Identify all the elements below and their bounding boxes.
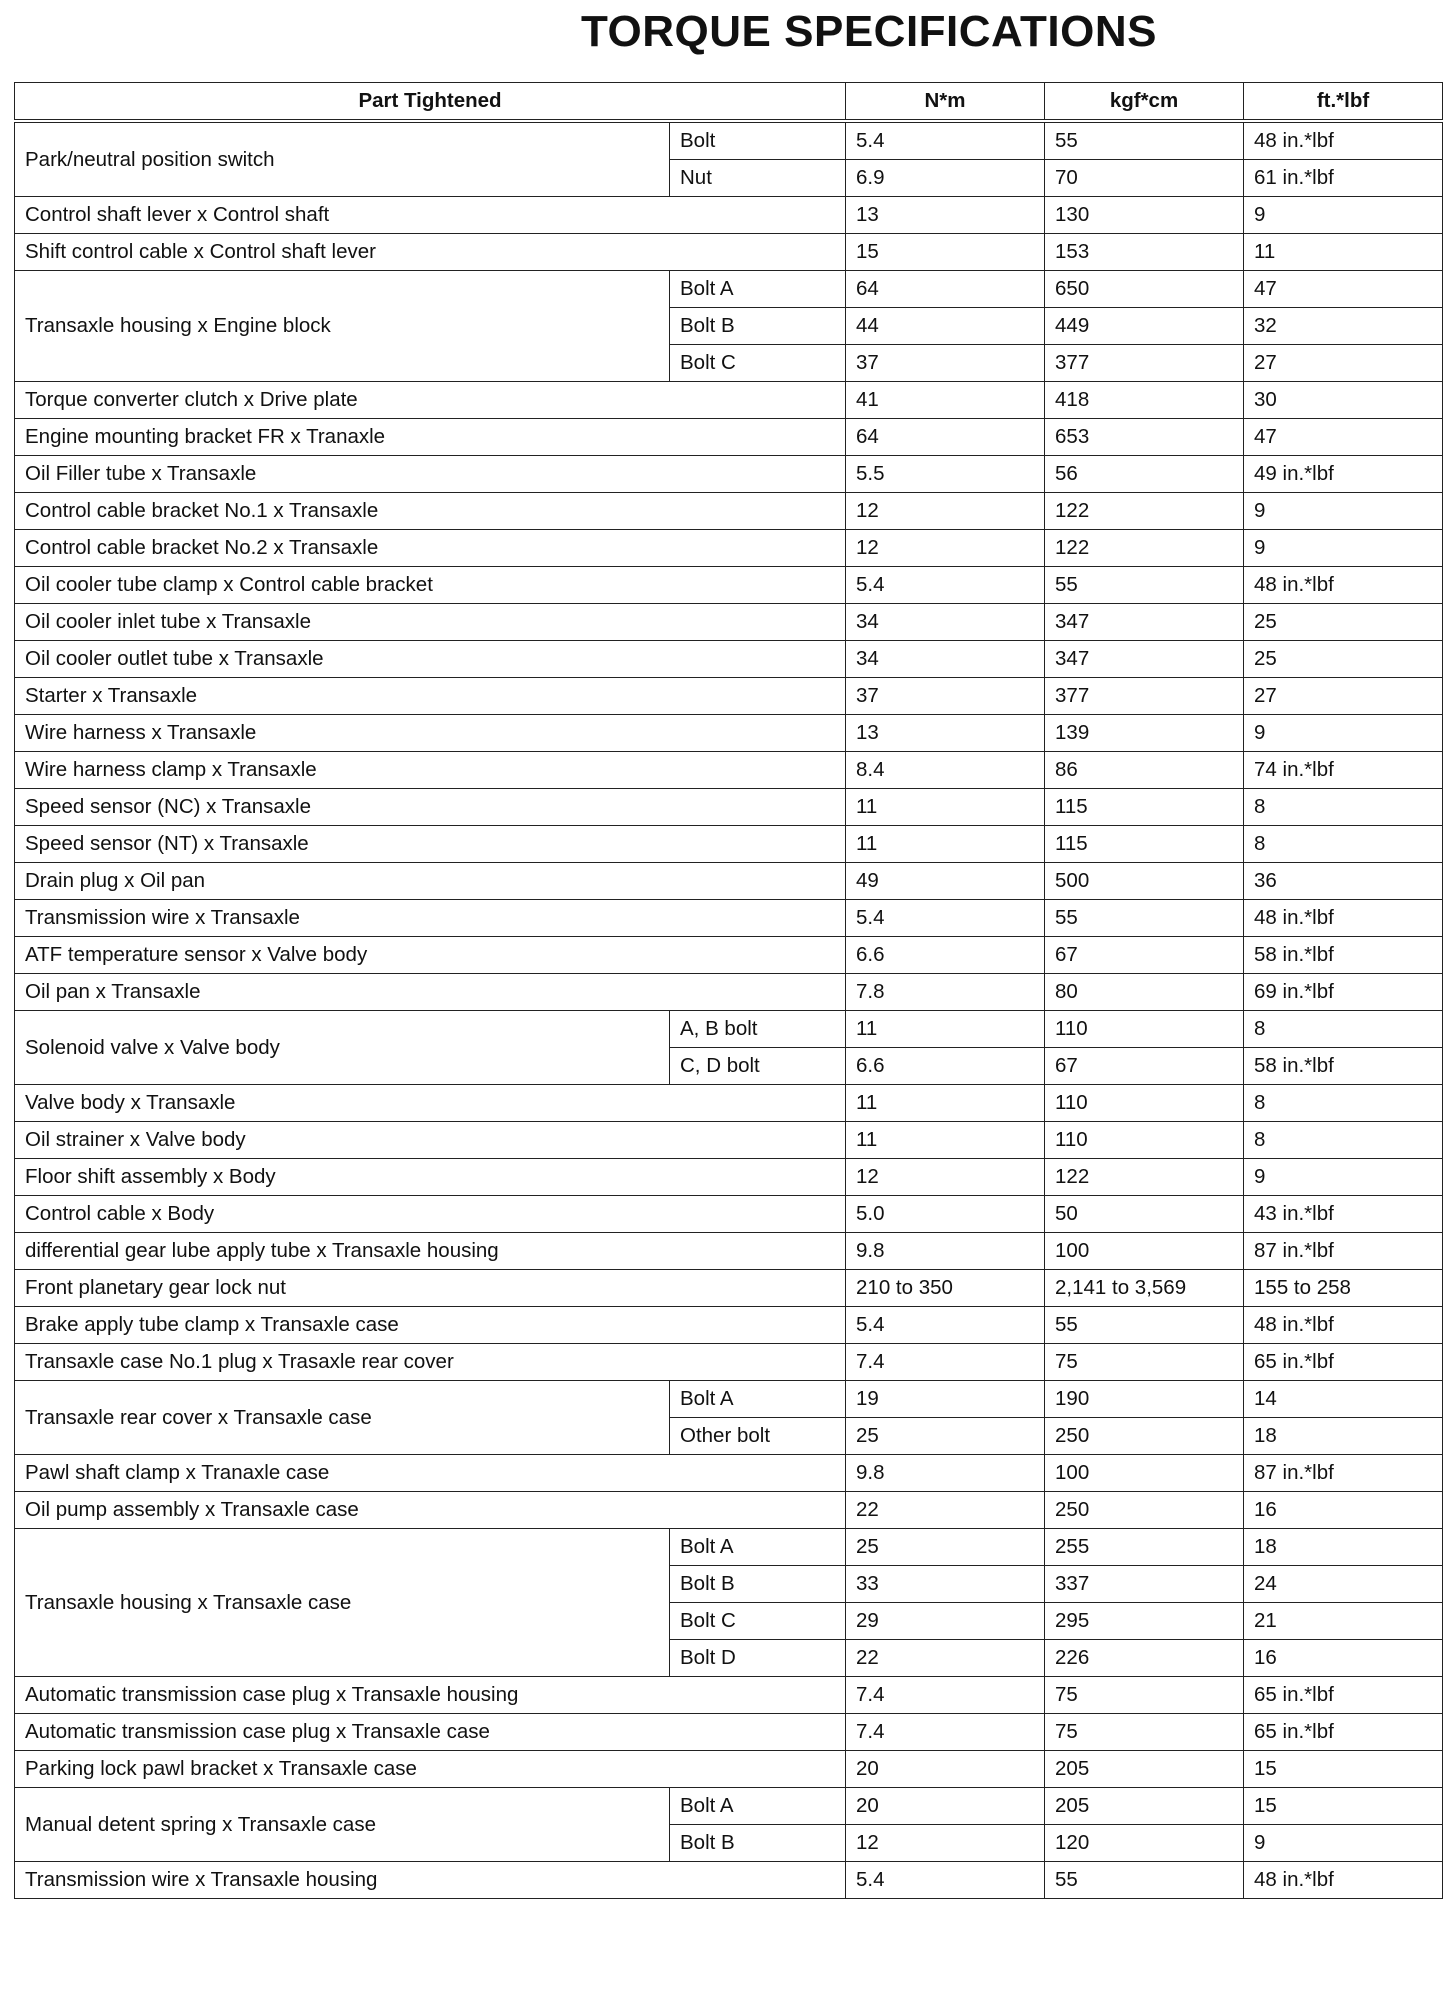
part-tightened-cell: Speed sensor (NC) x Transaxle [15,789,846,826]
nm-cell: 41 [846,382,1045,419]
part-tightened-cell: Automatic transmission case plug x Transaxle case [15,1714,846,1751]
part-tightened-cell: Transaxle rear cover x Transaxle case [15,1381,670,1455]
kgfcm-cell: 295 [1045,1603,1244,1640]
table-row [15,863,1443,900]
kgfcm-cell: 110 [1045,1122,1244,1159]
ftlbf-cell: 25 [1244,641,1443,678]
kgfcm-cell: 650 [1045,271,1244,308]
part-tightened-cell: Engine mounting bracket FR x Tranaxle [15,419,846,456]
ftlbf-cell: 155 to 258 [1244,1270,1443,1307]
fastener-cell: Nut [670,160,846,197]
nm-cell: 5.4 [846,1307,1045,1344]
table-row [15,271,1443,308]
nm-cell: 7.4 [846,1714,1045,1751]
part-tightened-cell: Speed sensor (NT) x Transaxle [15,826,846,863]
nm-cell: 11 [846,1085,1045,1122]
table-header [15,83,1443,122]
kgfcm-cell: 80 [1045,974,1244,1011]
ftlbf-cell: 8 [1244,826,1443,863]
ftlbf-cell: 15 [1244,1751,1443,1788]
ftlbf-cell: 32 [1244,308,1443,345]
kgfcm-cell: 653 [1045,419,1244,456]
nm-cell: 37 [846,345,1045,382]
nm-cell: 9.8 [846,1233,1045,1270]
table-row [15,752,1443,789]
table-row [15,1011,1443,1048]
part-tightened-cell: Front planetary gear lock nut [15,1270,846,1307]
table-row [15,234,1443,271]
fastener-cell: C, D bolt [670,1048,846,1085]
kgfcm-cell: 110 [1045,1011,1244,1048]
nm-cell: 5.4 [846,567,1045,604]
kgfcm-cell: 56 [1045,456,1244,493]
fastener-cell: Bolt A [670,271,846,308]
nm-cell: 20 [846,1751,1045,1788]
part-tightened-cell: Manual detent spring x Transaxle case [15,1788,670,1862]
kgfcm-cell: 255 [1045,1529,1244,1566]
kgfcm-cell: 55 [1045,1307,1244,1344]
nm-cell: 11 [846,789,1045,826]
ftlbf-cell: 36 [1244,863,1443,900]
kgfcm-cell: 55 [1045,1862,1244,1899]
kgfcm-cell: 70 [1045,160,1244,197]
nm-cell: 5.4 [846,121,1045,160]
nm-cell: 22 [846,1640,1045,1677]
table-row [15,197,1443,234]
kgfcm-cell: 153 [1045,234,1244,271]
part-tightened-cell: Oil cooler tube clamp x Control cable bracket [15,567,846,604]
nm-cell: 6.9 [846,160,1045,197]
kgfcm-cell: 67 [1045,1048,1244,1085]
ftlbf-cell: 48 in.*lbf [1244,900,1443,937]
table-row [15,974,1443,1011]
kgfcm-cell: 75 [1045,1714,1244,1751]
ftlbf-cell: 9 [1244,1825,1443,1862]
part-tightened-cell: Transmission wire x Transaxle housing [15,1862,846,1899]
part-tightened-cell: Control cable bracket No.1 x Transaxle [15,493,846,530]
table-row [15,456,1443,493]
kgfcm-cell: 86 [1045,752,1244,789]
nm-cell: 12 [846,530,1045,567]
nm-cell: 9.8 [846,1455,1045,1492]
ftlbf-cell: 65 in.*lbf [1244,1677,1443,1714]
nm-cell: 44 [846,308,1045,345]
table-row [15,789,1443,826]
kgfcm-cell: 55 [1045,900,1244,937]
ftlbf-cell: 48 in.*lbf [1244,1307,1443,1344]
nm-cell: 11 [846,1122,1045,1159]
ftlbf-cell: 43 in.*lbf [1244,1196,1443,1233]
kgfcm-cell: 122 [1045,493,1244,530]
table-row [15,1862,1443,1899]
fastener-cell: Bolt A [670,1529,846,1566]
nm-cell: 29 [846,1603,1045,1640]
table-row [15,121,1443,160]
table-row [15,1196,1443,1233]
table-row [15,715,1443,752]
nm-cell: 25 [846,1529,1045,1566]
part-tightened-cell: Wire harness x Transaxle [15,715,846,752]
fastener-cell: A, B bolt [670,1011,846,1048]
ftlbf-cell: 69 in.*lbf [1244,974,1443,1011]
torque-spec-table [14,82,1443,1899]
kgfcm-cell: 347 [1045,604,1244,641]
table-row [15,493,1443,530]
table-row [15,678,1443,715]
nm-cell: 6.6 [846,937,1045,974]
header-part-tightened: Part Tightened [15,83,846,122]
table-row [15,900,1443,937]
part-tightened-cell: Control cable x Body [15,1196,846,1233]
nm-cell: 19 [846,1381,1045,1418]
fastener-cell: Bolt [670,121,846,160]
kgfcm-cell: 122 [1045,1159,1244,1196]
nm-cell: 5.4 [846,900,1045,937]
nm-cell: 64 [846,271,1045,308]
kgfcm-cell: 50 [1045,1196,1244,1233]
ftlbf-cell: 87 in.*lbf [1244,1455,1443,1492]
part-tightened-cell: Brake apply tube clamp x Transaxle case [15,1307,846,1344]
part-tightened-cell: Transaxle housing x Engine block [15,271,670,382]
kgfcm-cell: 500 [1045,863,1244,900]
nm-cell: 49 [846,863,1045,900]
kgfcm-cell: 337 [1045,1566,1244,1603]
part-tightened-cell: Control shaft lever x Control shaft [15,197,846,234]
ftlbf-cell: 74 in.*lbf [1244,752,1443,789]
kgfcm-cell: 377 [1045,345,1244,382]
kgfcm-cell: 75 [1045,1677,1244,1714]
nm-cell: 20 [846,1788,1045,1825]
nm-cell: 12 [846,1825,1045,1862]
ftlbf-cell: 30 [1244,382,1443,419]
nm-cell: 22 [846,1492,1045,1529]
table-row [15,1751,1443,1788]
part-tightened-cell: Starter x Transaxle [15,678,846,715]
ftlbf-cell: 18 [1244,1418,1443,1455]
kgfcm-cell: 250 [1045,1492,1244,1529]
kgfcm-cell: 190 [1045,1381,1244,1418]
header-kgfcm: kgf*cm [1045,83,1244,122]
kgfcm-cell: 110 [1045,1085,1244,1122]
fastener-cell: Bolt B [670,308,846,345]
nm-cell: 33 [846,1566,1045,1603]
fastener-cell: Bolt B [670,1566,846,1603]
kgfcm-cell: 139 [1045,715,1244,752]
part-tightened-cell: Oil pan x Transaxle [15,974,846,1011]
ftlbf-cell: 21 [1244,1603,1443,1640]
ftlbf-cell: 9 [1244,530,1443,567]
page-title: TORQUE SPECIFICATIONS [580,7,1158,56]
fastener-cell: Other bolt [670,1418,846,1455]
kgfcm-cell: 115 [1045,789,1244,826]
kgfcm-cell: 120 [1045,1825,1244,1862]
ftlbf-cell: 65 in.*lbf [1244,1344,1443,1381]
ftlbf-cell: 48 in.*lbf [1244,567,1443,604]
table-row [15,1122,1443,1159]
nm-cell: 25 [846,1418,1045,1455]
nm-cell: 12 [846,493,1045,530]
part-tightened-cell: Transaxle case No.1 plug x Trasaxle rear cover [15,1344,846,1381]
nm-cell: 13 [846,197,1045,234]
part-tightened-cell: Oil Filler tube x Transaxle [15,456,846,493]
part-tightened-cell: differential gear lube apply tube x Transaxle housing [15,1233,846,1270]
ftlbf-cell: 47 [1244,419,1443,456]
part-tightened-cell: Valve body x Transaxle [15,1085,846,1122]
table-row [15,1788,1443,1825]
table-row [15,1085,1443,1122]
nm-cell: 64 [846,419,1045,456]
table-row [15,937,1443,974]
part-tightened-cell: Wire harness clamp x Transaxle [15,752,846,789]
part-tightened-cell: Drain plug x Oil pan [15,863,846,900]
part-tightened-cell: Control cable bracket No.2 x Transaxle [15,530,846,567]
table-row [15,1381,1443,1418]
ftlbf-cell: 9 [1244,715,1443,752]
table-row [15,604,1443,641]
nm-cell: 13 [846,715,1045,752]
part-tightened-cell: Oil strainer x Valve body [15,1122,846,1159]
table-row [15,1677,1443,1714]
fastener-cell: Bolt B [670,1825,846,1862]
part-tightened-cell: Solenoid valve x Valve body [15,1011,670,1085]
nm-cell: 6.6 [846,1048,1045,1085]
fastener-cell: Bolt A [670,1788,846,1825]
header-row [15,83,1443,122]
ftlbf-cell: 87 in.*lbf [1244,1233,1443,1270]
table-row [15,826,1443,863]
fastener-cell: Bolt D [670,1640,846,1677]
header-ftlbf: ft.*lbf [1244,83,1443,122]
table-row [15,530,1443,567]
ftlbf-cell: 15 [1244,1788,1443,1825]
nm-cell: 34 [846,604,1045,641]
kgfcm-cell: 100 [1045,1233,1244,1270]
fastener-cell: Bolt A [670,1381,846,1418]
table-row [15,419,1443,456]
fastener-cell: Bolt C [670,345,846,382]
kgfcm-cell: 418 [1045,382,1244,419]
kgfcm-cell: 115 [1045,826,1244,863]
part-tightened-cell: Transaxle housing x Transaxle case [15,1529,670,1677]
nm-cell: 34 [846,641,1045,678]
nm-cell: 15 [846,234,1045,271]
table-row [15,1233,1443,1270]
table-row [15,1159,1443,1196]
nm-cell: 12 [846,1159,1045,1196]
kgfcm-cell: 67 [1045,937,1244,974]
ftlbf-cell: 48 in.*lbf [1244,121,1443,160]
nm-cell: 7.4 [846,1677,1045,1714]
ftlbf-cell: 8 [1244,1011,1443,1048]
ftlbf-cell: 48 in.*lbf [1244,1862,1443,1899]
ftlbf-cell: 24 [1244,1566,1443,1603]
ftlbf-cell: 61 in.*lbf [1244,160,1443,197]
part-tightened-cell: ATF temperature sensor x Valve body [15,937,846,974]
nm-cell: 37 [846,678,1045,715]
ftlbf-cell: 16 [1244,1492,1443,1529]
kgfcm-cell: 100 [1045,1455,1244,1492]
part-tightened-cell: Park/neutral position switch [15,121,670,197]
table-row [15,1455,1443,1492]
table-row [15,1714,1443,1751]
nm-cell: 8.4 [846,752,1045,789]
table-row [15,382,1443,419]
kgfcm-cell: 226 [1045,1640,1244,1677]
kgfcm-cell: 205 [1045,1788,1244,1825]
ftlbf-cell: 8 [1244,1085,1443,1122]
kgfcm-cell: 75 [1045,1344,1244,1381]
table-row [15,1529,1443,1566]
ftlbf-cell: 9 [1244,493,1443,530]
part-tightened-cell: Shift control cable x Control shaft lever [15,234,846,271]
ftlbf-cell: 9 [1244,1159,1443,1196]
part-tightened-cell: Automatic transmission case plug x Transaxle housing [15,1677,846,1714]
nm-cell: 5.4 [846,1862,1045,1899]
kgfcm-cell: 2,141 to 3,569 [1045,1270,1244,1307]
nm-cell: 5.0 [846,1196,1045,1233]
part-tightened-cell: Oil pump assembly x Transaxle case [15,1492,846,1529]
nm-cell: 5.5 [846,456,1045,493]
kgfcm-cell: 347 [1045,641,1244,678]
ftlbf-cell: 18 [1244,1529,1443,1566]
table-row [15,567,1443,604]
part-tightened-cell: Oil cooler outlet tube x Transaxle [15,641,846,678]
ftlbf-cell: 27 [1244,678,1443,715]
table-row [15,1492,1443,1529]
ftlbf-cell: 9 [1244,197,1443,234]
kgfcm-cell: 122 [1045,530,1244,567]
ftlbf-cell: 25 [1244,604,1443,641]
part-tightened-cell: Transmission wire x Transaxle [15,900,846,937]
kgfcm-cell: 205 [1045,1751,1244,1788]
ftlbf-cell: 58 in.*lbf [1244,937,1443,974]
part-tightened-cell: Oil cooler inlet tube x Transaxle [15,604,846,641]
table-row [15,1270,1443,1307]
nm-cell: 11 [846,1011,1045,1048]
ftlbf-cell: 14 [1244,1381,1443,1418]
table-row [15,1344,1443,1381]
kgfcm-cell: 449 [1045,308,1244,345]
ftlbf-cell: 27 [1244,345,1443,382]
ftlbf-cell: 65 in.*lbf [1244,1714,1443,1751]
part-tightened-cell: Pawl shaft clamp x Tranaxle case [15,1455,846,1492]
ftlbf-cell: 11 [1244,234,1443,271]
kgfcm-cell: 55 [1045,567,1244,604]
ftlbf-cell: 47 [1244,271,1443,308]
kgfcm-cell: 130 [1045,197,1244,234]
part-tightened-cell: Floor shift assembly x Body [15,1159,846,1196]
ftlbf-cell: 8 [1244,789,1443,826]
part-tightened-cell: Parking lock pawl bracket x Transaxle case [15,1751,846,1788]
kgfcm-cell: 55 [1045,121,1244,160]
table-row [15,641,1443,678]
kgfcm-cell: 377 [1045,678,1244,715]
part-tightened-cell: Torque converter clutch x Drive plate [15,382,846,419]
nm-cell: 11 [846,826,1045,863]
table-row [15,1307,1443,1344]
ftlbf-cell: 58 in.*lbf [1244,1048,1443,1085]
kgfcm-cell: 250 [1045,1418,1244,1455]
table-body [15,121,1443,1899]
ftlbf-cell: 49 in.*lbf [1244,456,1443,493]
header-nm: N*m [846,83,1045,122]
nm-cell: 210 to 350 [846,1270,1045,1307]
nm-cell: 7.4 [846,1344,1045,1381]
ftlbf-cell: 8 [1244,1122,1443,1159]
ftlbf-cell: 16 [1244,1640,1443,1677]
fastener-cell: Bolt C [670,1603,846,1640]
nm-cell: 7.8 [846,974,1045,1011]
